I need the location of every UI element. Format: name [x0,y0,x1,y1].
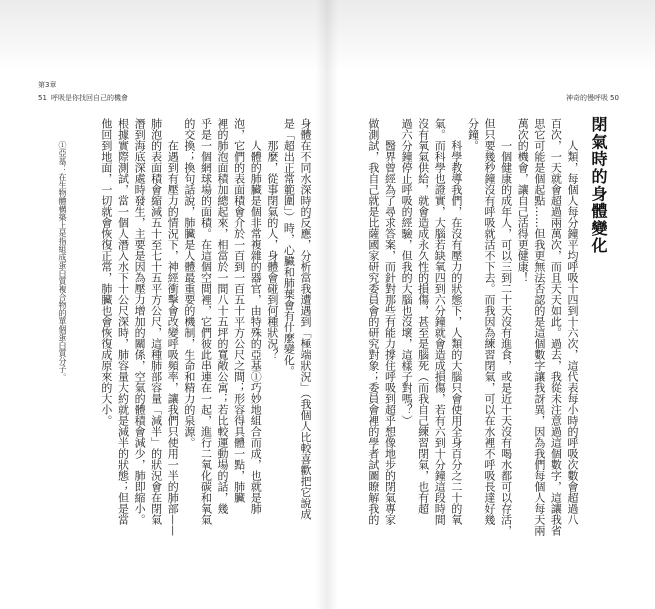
text-line: 身體在不同水深時的反應，分析當我遭遇到「極端狀況」（我個人比較喜歡把它說成 [299,118,312,520]
chapter-label: 第3章 [38,81,57,89]
text-line: 過六分鐘停止呼吸的經驗，但我的大腦也沒壞，這樣子對嗎？） [400,118,414,426]
text-line: 的交換；換句話說，肺臟是人體最重要的機制，生命和精力的泉源。 [182,118,196,448]
paragraph [263,118,280,536]
text-line: 潛到海底深處時發生，主要是因為壓力增加的關係，空氣的體積會減少，肺即縮小。 [133,118,147,525]
text-line: 沒有氧氣供給，就會造成永久性的損傷，甚至是腦死（而我自己練習閉氣，也有超 [416,118,430,514]
paragraph [97,118,180,536]
text-line: 百次，一天就會超過兩萬次，而且天天如此。過去，我從未注意過這個數字，這讓我省 [549,118,563,536]
text-line: 萬次的機會，讓自己活得更健康！ [516,118,530,283]
running-title: 神奇的慢呼吸 [566,94,608,102]
left-page [0,0,327,609]
text-line: 做測試，我自己就是比薩國家研究委員會的研究對象；委員會裡的學者試圖瞭解我的 [366,118,380,525]
text-line: 泡，它們的表面積會介於一百到一百五十平方公尺之間；形容得具體一點，肺臟 [232,118,246,503]
text-line: 科學教導我們，在沒有壓力的狀態下，人類的大腦只會使用全身百分之二十的氧 [449,140,463,525]
paragraph [180,118,263,536]
page-number: 50 [610,94,619,102]
paragraph [364,118,397,536]
text-line: 人體的肺臟是個非常複雜的器官，由特殊的亞基①巧妙地組合而成，也就是肺 [249,140,263,514]
paragraph [464,118,514,536]
text-line: 醫界曾經為了尋求答案，而針對那些有能力撐住呼吸到超乎想像地步的閉氣專家 [383,140,397,525]
text-line: 根據實際測試，當一個人潛入水下十公尺深時，肺容量大約就是減半的狀態；但是當 [116,118,130,525]
text-line: 肺泡的表面積會縮減五十至七十五平方公尺，這種肺部容量「減半」的狀況會在閉氣 [149,118,163,525]
section-title: 閉氣時的身體變化 [589,116,608,255]
text-line: 他回到地面，一切就會恢復正常，肺臟也會恢復成原來的大小。 [99,118,113,426]
footnote: ①亞基：在生物體構築上是指組成蛋白質複合物的單個蛋白質分子。 [58,141,67,381]
paragraph [280,118,313,536]
text-line: 乎是一個網球場的面積。在這個空間裡，它們彼此串連在一起，進行二氧化碳和氧氣 [199,118,213,525]
body-text [364,118,580,536]
text-line: 氣。而科學也證實，大腦若缺氧四到六分鐘就會造成損傷，若有六到十分鐘這段時間 [433,118,447,525]
text-line: 裡的肺泡面積加總起來，相當於一間八十五坪的寬敞公寓；若比較運動場的話，幾 [216,118,230,514]
text-line: 是「超出正常範圍」）時，心臟和肺葉會有什麼變化。 [282,118,296,377]
text-line: 一個健康的成年人，可以三到二十天沒有進食，或是近十天沒有喝水都可以存活， [499,140,513,536]
text-line: 在遇到有壓力的情況下，神經衝擊會改變呼吸頻率，讓我們只使用一半的肺部—— [166,140,180,536]
paragraph [397,118,463,536]
running-title: 呼吸是你找回自己的機會 [51,94,128,102]
page-number: 51 [38,94,47,102]
text-line: 那麼，從事閉氣的人，身體會碰到何種狀況？ [265,140,279,360]
text-line: 人類，每個人每分鐘平均呼吸十四到十六次，這代表每小時的呼吸次數會超過八 [566,140,579,525]
right-page [327,0,655,609]
body-text [97,118,313,536]
text-line: 思它可能是個起點……但我更無法否認的是這個數字讓我訝異，因為我們每個人每天兩 [532,118,546,536]
paragraph [514,118,580,536]
text-line: 但只要幾秒鐘沒有呼吸就活不下去。而我因為練習閉氣，可以在水裡不呼吸長達好幾 [483,118,497,525]
text-line: 分鐘。 [466,118,480,151]
